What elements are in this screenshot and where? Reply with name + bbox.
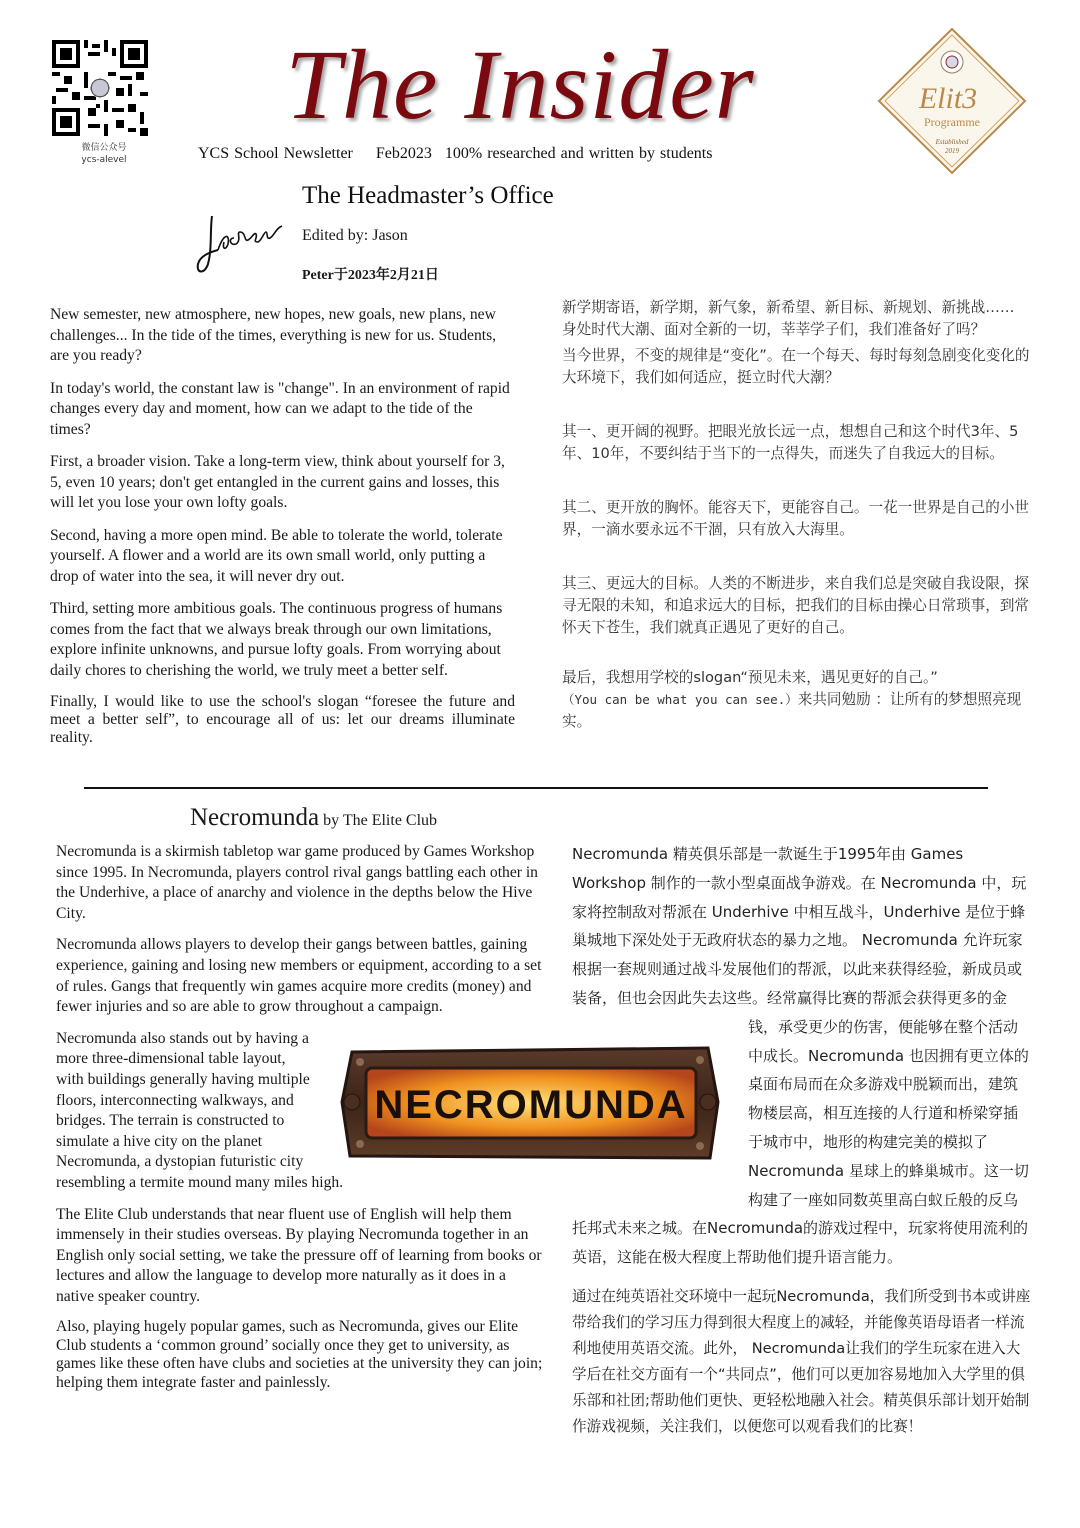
paragraph: 新学期寄语，新学期，新气象，新希望、新目标、新规划、新挑战…… 身处时代大潮、面对全新的一切，莘莘学子们，我们准备好了吗？ [562, 299, 1015, 338]
paragraph: Necromunda is a skirmish tabletop war game produced by Games Workshop since 1995. In Necromunda, players control rival gangs battling each other in the Underhive, a place of anarchy and violence in the depths below the Hive City. [56, 843, 538, 922]
section-title-headmaster: The Headmaster’s Office [302, 182, 554, 209]
paragraph: Necromunda allows players to develop their gangs between battles, gaining experience, gaining and losing new members or equipment, according to a set of rules. Gangs that frequently win games acquire more credits (money) and fewer injuries and so are able to grow throughout a campaign. [56, 936, 542, 1016]
section-title-necromunda [190, 804, 437, 832]
final-line-c: 来共同勉励 ：让所有的梦想照亮现实。 [562, 691, 1022, 730]
necromunda-logo-text: NECROMUNDA [374, 1083, 688, 1127]
badge-established-label: Established [935, 138, 969, 146]
issue-date: Feb2023 [375, 145, 432, 162]
badge-name: Elit3 [918, 82, 978, 115]
paragraph: 通过在纯英语社交环境中一起玩Necromunda，我们所受到书本或讲座带给我们的学习压力得到很大程度上的减轻，并能像英语母语者一样流利地使用英语交流。此外， Necromunda让我们的学生玩家在进入大学后在社交方面有一个“共同点”，他们可以更加容易地加入大学里的俱乐部和社团;帮助他们更快、更轻松地融入社会。精英俱乐部计划开始制作游戏视频，关注我们，以便您可以观看我们的比赛！ [572, 1287, 1031, 1435]
necromunda-title: Necromunda [190, 804, 320, 831]
badge-programme: Programme [924, 115, 980, 129]
paragraph: Finally, I would like to use the school's slogan “foresee the future and meet a better self”, to encourage all of us: let our dreams illuminate reality. [50, 693, 515, 746]
paragraph: Third, setting more ambitious goals. The continuous progress of humans comes from the fact that we always break through our own limitations, explore infinite unknowns, and pursue lofty goals. From worrying about daily chores to cherishing the world, we truly meet a better self. [50, 600, 503, 679]
paragraph: 其一、更开阔的视野。把眼光放长远一点，想想自己和这个时代3年、5年、10年，不要纠结于当下的一点得失，而迷失了自我远大的目标。 [562, 423, 1019, 462]
jason-signature [190, 210, 290, 280]
headmaster-chinese-column [562, 297, 1032, 733]
paragraph-text: Necromunda also stands out by having a more three-dimensional table layout, with buildings generally having multiple floors, interconnecting walkways, and bridges. The terrain is constructed to simulate a hive city on the planet Necromunda, a dystopian futuristic city resembling a termite mound many miles high. [56, 1029, 344, 1191]
qr-caption-account: ycs-alevel [81, 155, 127, 165]
paragraph: 其三、更远大的目标。人类的不断进步，来自我们总是突破自我设限，探寻无限的未知，和追求远大的目标，把我们的目标由操心日常琐事，到常怀天下苍生，我们就真正遇见了更好的自己。 [562, 575, 1030, 636]
paragraph-with-image [572, 840, 1032, 1272]
qr-caption [52, 142, 156, 166]
necromunda-chinese-column [572, 840, 1032, 1446]
editor-credit: Edited by: Jason [302, 227, 408, 244]
tagline: 100% researched and written by students [444, 145, 713, 162]
paragraph: Also, playing hugely popular games, such as Necromunda, gives our Elite Club students a ‘common ground’ socially once they get to university, as games like these often have clubs and societies at the university they can join; helping them integrate faster and painlessly. [56, 1318, 543, 1391]
paragraph: 其二、更开放的胸怀。能容天下，更能容自己。一花一世界是自己的小世界，一滴水要永远不干涸，只有放入大海里。 [562, 499, 1030, 538]
paragraph: First, a broader vision. Take a long-term view, think about yourself for 3, 5, even 10 years; don't get entangled in the current gains and losses, this will let you lose your own lofty goals. [50, 453, 505, 511]
paragraph-text: Necromunda 精英俱乐部是一款诞生于1995年由 Games Workshop 制作的一款小型桌面战争游戏。在 Necromunda 中，玩家将控制敌对帮派在 Underhive 中相互战斗，Underhive 是位于蜂巢城地下深处处于无政府状态的暴力之地。 Necromunda 允许玩家根据一套规则通过战斗发展他们的帮派，以此来获得经验，新成员或装备，但也会因此失去这些。经常赢得比赛的帮派会获得更多的金钱，承受更少的伤害，便能够在整个活动中成长。Necromunda 也因拥有更立体的桌面布局而在众多游戏中脱颖而出，建筑物楼层高，相互连接的人行道和桥梁穿插于城市中，地形的构建完美的模拟了 Necromunda 星球上的蜂巢城市。这一切构建了一座如同数英里高白蚁丘般的反乌托邦式未来之城。在Necromunda的游戏过程中，玩家将使用流利的英语，这能在极大程度上帮助他们提升语言能力。 [572, 845, 1029, 1267]
headmaster-english-column [50, 305, 515, 759]
paragraph: In today's world, the constant law is "change". In an environment of rapid changes every day and moment, how can we adapt to the tide of the times? [50, 379, 510, 438]
issue-subline [198, 145, 730, 163]
necromunda-byline: by The Elite Club [323, 812, 438, 829]
final-line-b: （You can be what you can see.） [562, 692, 798, 707]
author-date-line: Peter于2023年2月21日 [302, 268, 439, 283]
paragraph: Second, having a more open mind. Be able to tolerate the world, tolerate yourself. A flower and a world are its own small world, only putting a drop of water into the sea, it will never dry out. [50, 526, 503, 585]
final-line-a: 最后，我想用学校的slogan“预见未来，遇见更好的自己。” [562, 669, 938, 686]
paragraph: The Elite Club understands that near fluent use of English will help them immensely in their studies overseas. By playing Necromunda together in an English only social setting, we take the pressure off of learning from books or lectures and allow the language to develop more naturally as it does in a native speaker country. [56, 1205, 542, 1305]
paragraph: New semester, new atmosphere, new hopes, new goals, new plans, new challenges... In the tide of the times, everything is new for us. Students, are you ready? [50, 306, 497, 364]
newsletter-masthead: The Insider [285, 29, 755, 140]
elite-programme-badge [876, 26, 1028, 176]
section-divider [84, 787, 988, 789]
paragraph-final [562, 667, 1032, 733]
qr-caption-label: 微信公众号 [81, 143, 127, 153]
badge-established-year: 2019 [945, 147, 959, 155]
newsletter-name: YCS School Newsletter [198, 145, 353, 162]
wechat-qr-code[interactable] [52, 40, 148, 136]
paragraph: 当今世界，不变的规律是“变化”。在一个每天、每时每刻急剧变化变化的大环境下，我们如何适应，挺立时代大潮？ [562, 347, 1030, 386]
